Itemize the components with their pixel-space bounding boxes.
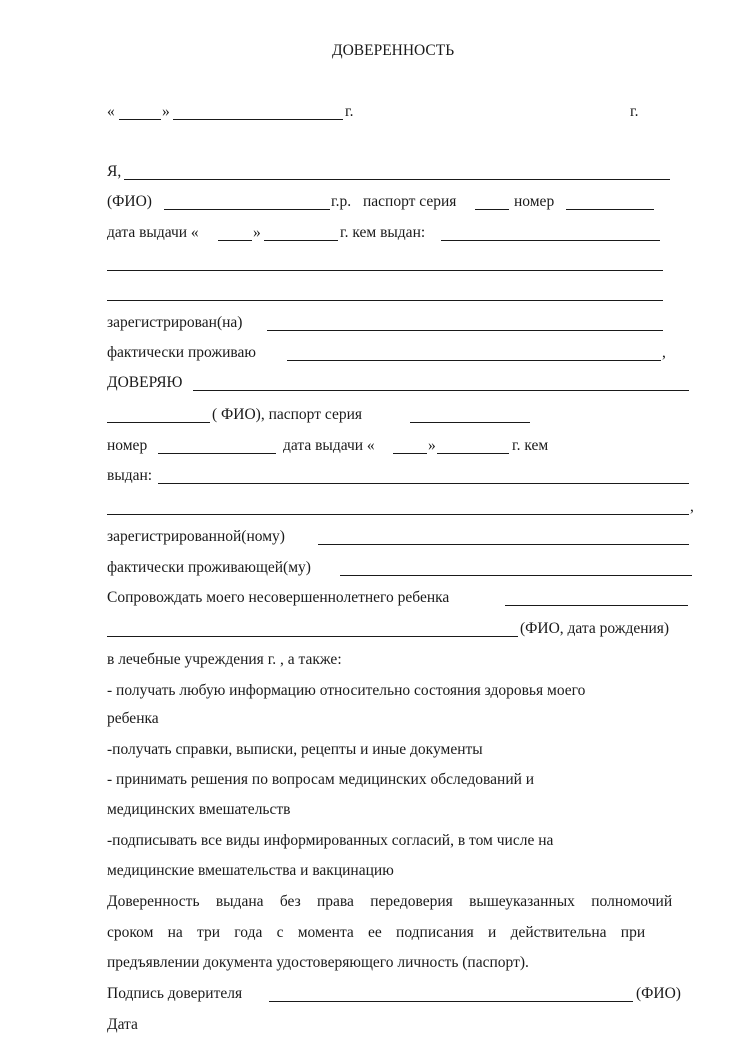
signature-label: Подпись доверителя: [107, 985, 243, 1002]
power-line-5: медицинских вмешательств: [107, 801, 291, 818]
trustee-issued-blank: [158, 483, 689, 484]
signature-blank: [269, 1001, 633, 1002]
power-line-6: -подписывать все виды информированных согласий, в том числе на: [107, 832, 554, 849]
power-line-3: -получать справки, выписки, рецепты и иные документы: [107, 741, 483, 758]
trustee-name-blank: [193, 390, 689, 391]
trustee-number-blank: [158, 453, 276, 454]
trustee-registered-blank: [318, 544, 689, 545]
principal-comma: ,: [662, 344, 666, 361]
principal-birth-year: г.р.: [331, 193, 352, 210]
trustee-comma: ,: [690, 498, 694, 515]
principal-registered: зарегистрирован(на): [107, 314, 243, 331]
validity-line-1: Доверенность выдана без права передоверия вышеуказанных полномочий: [107, 893, 673, 910]
power-line-1: - получать любую информацию относительно состояния здоровья моего: [107, 682, 586, 699]
child-name-blank: [505, 605, 688, 606]
principal-ya: Я,: [107, 163, 122, 180]
principal-issue-close: »: [253, 224, 261, 241]
power-line-2: ребенка: [107, 710, 159, 727]
principal-number-label: номер: [514, 193, 555, 210]
trustee-issued: выдан:: [107, 467, 153, 484]
signature-fio: (ФИО): [636, 985, 681, 1002]
power-line-4: - принимать решения по вопросам медицинских обследований и: [107, 771, 535, 788]
principal-extra-line-2: [107, 300, 663, 301]
date-year-suffix: г.: [345, 103, 354, 120]
principal-passport-series: паспорт серия: [363, 193, 457, 210]
principal-fio-label: (ФИО): [107, 193, 152, 210]
accompany-text: Сопровождать моего несовершеннолетнего ребенка: [107, 589, 450, 606]
trustee-issue-month-blank: [437, 453, 509, 454]
principal-issue-month-blank: [264, 240, 338, 241]
date-open-quote: «: [107, 103, 115, 120]
trustee-issue-date: дата выдачи «: [283, 437, 375, 454]
principal-fio-blank: [164, 209, 330, 210]
date-close-quote: »: [162, 103, 170, 120]
date-label: Дата: [107, 1016, 138, 1033]
principal-issued-by-blank: [441, 240, 660, 241]
validity-line-2: сроком на три года с момента ее подписания и действительна при: [107, 924, 646, 941]
trustee-number: номер: [107, 437, 148, 454]
child-fio-blank: [107, 636, 518, 637]
trustee-fio-blank: [107, 422, 210, 423]
principal-issued-by: г. кем выдан:: [340, 224, 426, 241]
trustee-trust: ДОВЕРЯЮ: [107, 374, 183, 391]
trustee-issued-by-tail: г. кем: [512, 437, 549, 454]
city-suffix: г.: [630, 103, 639, 120]
document-title: ДОВЕРЕННОСТЬ: [332, 42, 455, 59]
power-line-7: медицинские вмешательства и вакцинацию: [107, 862, 394, 879]
trustee-lives: фактически проживающей(му): [107, 559, 311, 576]
principal-issue-date: дата выдачи «: [107, 224, 199, 241]
principal-issue-day-blank: [218, 240, 252, 241]
principal-lives: фактически проживаю: [107, 344, 256, 361]
trustee-extra-line: [107, 514, 689, 515]
trustee-issue-close: »: [428, 437, 436, 454]
date-month-blank: [173, 119, 343, 120]
principal-name-blank: [124, 179, 670, 180]
child-fio-label: (ФИО, дата рождения): [520, 620, 670, 637]
trustee-fio-passport: ( ФИО), паспорт серия: [212, 406, 362, 423]
principal-extra-line-1: [107, 270, 663, 271]
principal-registered-blank: [267, 330, 663, 331]
validity-line-3: предъявлении документа удостоверяющего личность (паспорт).: [107, 954, 529, 971]
institutions-text: в лечебные учреждения г. , а также:: [107, 651, 342, 668]
principal-lives-blank: [287, 360, 661, 361]
trustee-lives-blank: [340, 575, 692, 576]
principal-series-blank: [475, 209, 509, 210]
trustee-issue-day-blank: [393, 453, 427, 454]
date-day-blank: [119, 119, 161, 120]
trustee-registered: зарегистрированной(ному): [107, 528, 285, 545]
trustee-series-blank: [410, 422, 530, 423]
principal-number-blank: [566, 209, 654, 210]
